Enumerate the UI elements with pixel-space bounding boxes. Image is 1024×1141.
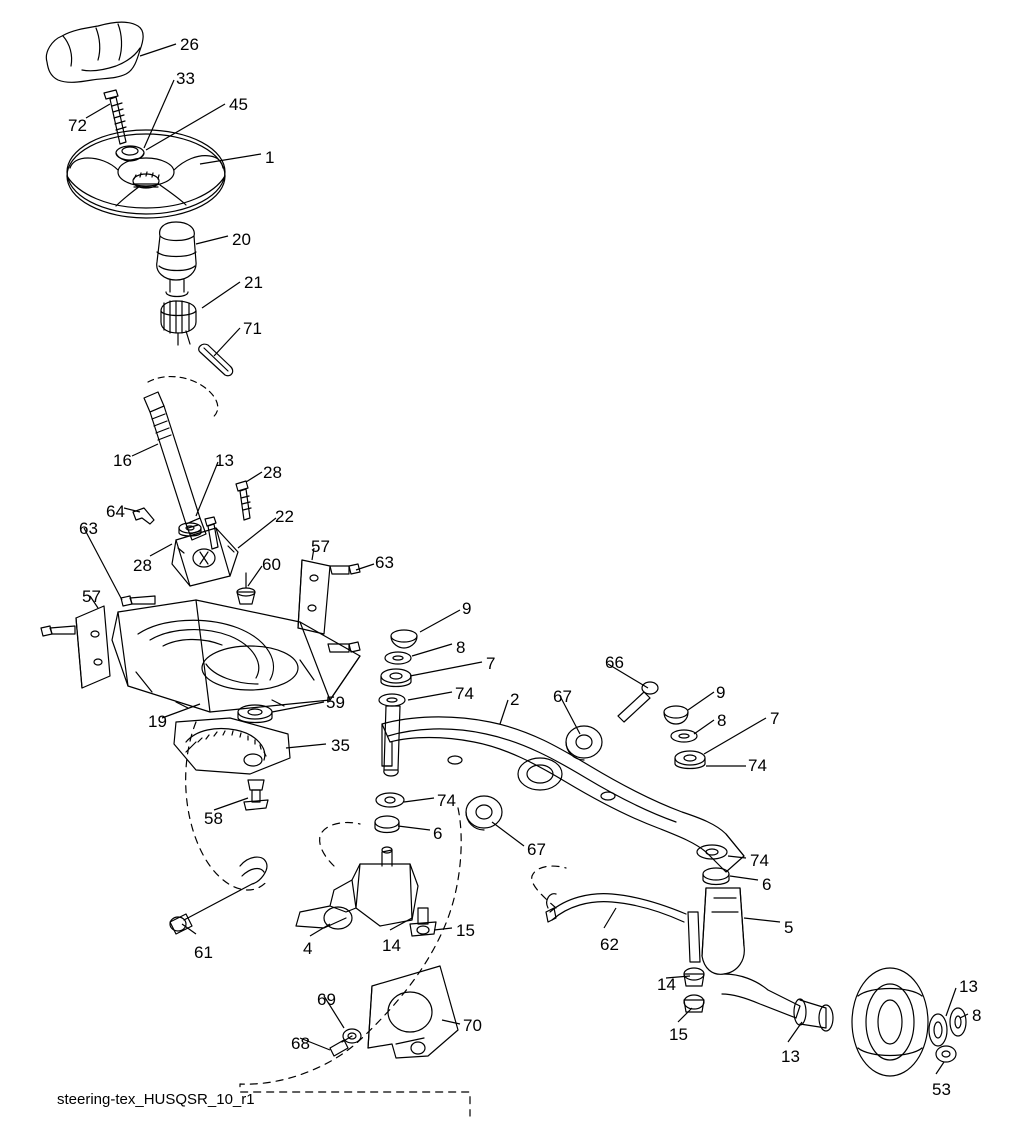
callout-63: 63: [375, 553, 394, 572]
callout-28: 28: [263, 463, 282, 482]
callout-22: 22: [275, 507, 294, 526]
callout-28: 28: [133, 556, 152, 575]
callout-4: 4: [303, 939, 313, 958]
callout-14: 14: [657, 975, 676, 994]
callout-74: 74: [750, 851, 769, 870]
callout-35: 35: [331, 736, 350, 755]
callout-1: 1: [265, 148, 275, 167]
callout-64: 64: [106, 502, 125, 521]
callout-67: 67: [527, 840, 546, 859]
callout-57: 57: [82, 587, 101, 606]
callout-71: 71: [243, 319, 262, 338]
callout-74: 74: [455, 684, 474, 703]
callout-13: 13: [781, 1047, 800, 1066]
callout-6: 6: [433, 824, 443, 843]
callout-8: 8: [972, 1006, 982, 1025]
callout-20: 20: [232, 230, 251, 249]
callout-7: 7: [486, 654, 496, 673]
callout-66: 66: [605, 653, 624, 672]
callout-15: 15: [669, 1025, 688, 1044]
callout-60: 60: [262, 555, 281, 574]
callout-14: 14: [382, 936, 401, 955]
callout-61: 61: [194, 943, 213, 962]
diagram-caption: steering-tex_HUSQSR_10_r1: [57, 1091, 255, 1108]
callout-13: 13: [959, 977, 978, 996]
callout-62: 62: [600, 935, 619, 954]
callout-26: 26: [180, 35, 199, 54]
callout-9: 9: [716, 683, 726, 702]
callout-19: 19: [148, 712, 167, 731]
callout-67: 67: [553, 687, 572, 706]
callout-63: 63: [79, 519, 98, 538]
callout-7: 7: [770, 709, 780, 728]
callout-16: 16: [113, 451, 132, 470]
callout-74: 74: [437, 791, 456, 810]
callout-15: 15: [456, 921, 475, 940]
callout-33: 33: [176, 69, 195, 88]
callout-9: 9: [462, 599, 472, 618]
callout-68: 68: [291, 1034, 310, 1053]
callout-8: 8: [717, 711, 727, 730]
callout-13: 13: [215, 451, 234, 470]
callout-59: 59: [326, 693, 345, 712]
callout-53: 53: [932, 1080, 951, 1099]
callout-57: 57: [311, 537, 330, 556]
callout-70: 70: [463, 1016, 482, 1035]
callout-45: 45: [229, 95, 248, 114]
callout-8: 8: [456, 638, 466, 657]
callout-6: 6: [762, 875, 772, 894]
callout-2: 2: [510, 690, 520, 709]
callout-72: 72: [68, 116, 87, 135]
callout-58: 58: [204, 809, 223, 828]
callout-74: 74: [748, 756, 767, 775]
callout-69: 69: [317, 990, 336, 1009]
callout-21: 21: [244, 273, 263, 292]
callout-5: 5: [784, 918, 794, 937]
